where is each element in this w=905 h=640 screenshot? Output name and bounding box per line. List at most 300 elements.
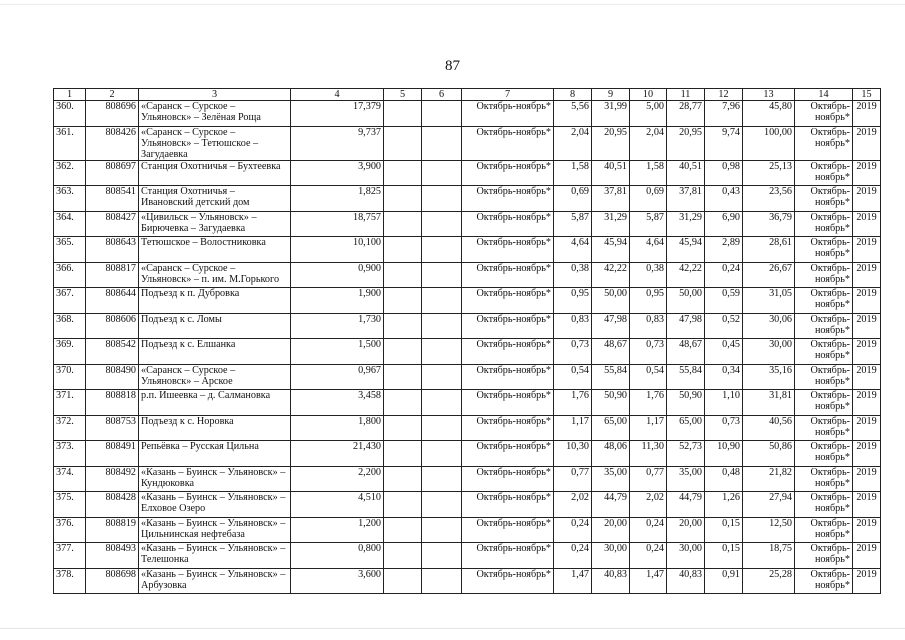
- cell-row-number: 375.: [54, 492, 86, 518]
- cell-period-2: Октябрь-ноябрь*: [795, 415, 853, 441]
- cell-road-name: Тетюшское – Волостниковка: [139, 237, 291, 263]
- cell-col-6: [422, 441, 462, 467]
- cell-period-2: Октябрь-ноябрь*: [795, 517, 853, 543]
- cell-value-9: 42,22: [592, 262, 630, 288]
- cell-value-10: 5,87: [630, 211, 667, 237]
- cell-value-10: 0,38: [630, 262, 667, 288]
- cell-year: 2019: [853, 211, 881, 237]
- cell-road-name: Подъезд к с. Норовка: [139, 415, 291, 441]
- cell-row-number: 376.: [54, 517, 86, 543]
- cell-value-10: 0,69: [630, 186, 667, 212]
- cell-road-name: Станция Охотничья – Бухтеевка: [139, 160, 291, 186]
- cell-value-10: 1,58: [630, 160, 667, 186]
- cell-road-name: Репьёвка – Русская Цильна: [139, 441, 291, 467]
- cell-road-id: 808643: [86, 237, 139, 263]
- cell-road-name: Подъезд к с. Елшанка: [139, 339, 291, 365]
- cell-period-2: Октябрь-ноябрь*: [795, 390, 853, 416]
- cell-col-6: [422, 390, 462, 416]
- cell-value-13: 31,81: [743, 390, 795, 416]
- column-header-6: 6: [422, 89, 462, 101]
- cell-road-id: 808491: [86, 441, 139, 467]
- cell-value-9: 37,81: [592, 186, 630, 212]
- cell-col-6: [422, 517, 462, 543]
- cell-col-6: [422, 313, 462, 339]
- cell-period: Октябрь-ноябрь*: [462, 517, 554, 543]
- cell-road-name: «Саранск – Сурское – Ульяновск» – Зелёная Роща: [139, 101, 291, 127]
- cell-value-9: 48,06: [592, 441, 630, 467]
- table-header: [54, 89, 881, 101]
- cell-col-5: [384, 237, 422, 263]
- cell-value-10: 5,00: [630, 101, 667, 127]
- cell-value-11: 52,73: [667, 441, 705, 467]
- cell-row-number: 363.: [54, 186, 86, 212]
- cell-period-2: Октябрь-ноябрь*: [795, 126, 853, 160]
- cell-value-12: 0,45: [705, 339, 743, 365]
- table-row: [54, 288, 881, 314]
- cell-col-6: [422, 466, 462, 492]
- cell-value-9: 40,51: [592, 160, 630, 186]
- cell-period-2: Октябрь-ноябрь*: [795, 211, 853, 237]
- column-header-2: 2: [86, 89, 139, 101]
- cell-value-12: 0,24: [705, 262, 743, 288]
- column-header-1: 1: [54, 89, 86, 101]
- cell-value-8: 5,56: [554, 101, 592, 127]
- cell-road-id: 808427: [86, 211, 139, 237]
- cell-value-8: 0,83: [554, 313, 592, 339]
- cell-value-9: 55,84: [592, 364, 630, 390]
- cell-value-8: 2,02: [554, 492, 592, 518]
- cell-value-12: 0,73: [705, 415, 743, 441]
- cell-period: Октябрь-ноябрь*: [462, 339, 554, 365]
- cell-period: Октябрь-ноябрь*: [462, 466, 554, 492]
- table-row: [54, 211, 881, 237]
- table-row: [54, 313, 881, 339]
- cell-period-2: Октябрь-ноябрь*: [795, 466, 853, 492]
- cell-road-id: 808753: [86, 415, 139, 441]
- cell-value-9: 30,00: [592, 543, 630, 569]
- table-row: [54, 262, 881, 288]
- cell-period: Октябрь-ноябрь*: [462, 160, 554, 186]
- cell-value-11: 48,67: [667, 339, 705, 365]
- cell-year: 2019: [853, 262, 881, 288]
- cell-period-2: Октябрь-ноябрь*: [795, 543, 853, 569]
- cell-row-number: 378.: [54, 568, 86, 594]
- cell-col-6: [422, 364, 462, 390]
- cell-length-km: 4,510: [291, 492, 384, 518]
- cell-value-9: 20,00: [592, 517, 630, 543]
- cell-road-name: «Цивильск – Ульяновск» – Бирючевка – Загудаевка: [139, 211, 291, 237]
- cell-value-12: 0,91: [705, 568, 743, 594]
- cell-value-10: 2,02: [630, 492, 667, 518]
- cell-period: Октябрь-ноябрь*: [462, 313, 554, 339]
- cell-value-11: 31,29: [667, 211, 705, 237]
- cell-period: Октябрь-ноябрь*: [462, 211, 554, 237]
- cell-length-km: 21,430: [291, 441, 384, 467]
- cell-value-8: 0,73: [554, 339, 592, 365]
- cell-period: Октябрь-ноябрь*: [462, 492, 554, 518]
- table-row: [54, 415, 881, 441]
- table-row: [54, 126, 881, 160]
- cell-value-13: 23,56: [743, 186, 795, 212]
- cell-value-9: 45,94: [592, 237, 630, 263]
- cell-value-12: 2,89: [705, 237, 743, 263]
- cell-value-10: 11,30: [630, 441, 667, 467]
- cell-length-km: 3,900: [291, 160, 384, 186]
- cell-row-number: 365.: [54, 237, 86, 263]
- cell-value-12: 0,15: [705, 543, 743, 569]
- cell-length-km: 1,730: [291, 313, 384, 339]
- column-header-3: 3: [139, 89, 291, 101]
- cell-year: 2019: [853, 160, 881, 186]
- cell-col-6: [422, 237, 462, 263]
- cell-value-8: 2,04: [554, 126, 592, 160]
- cell-col-6: [422, 288, 462, 314]
- cell-col-6: [422, 492, 462, 518]
- cell-period: Октябрь-ноябрь*: [462, 186, 554, 212]
- cell-year: 2019: [853, 237, 881, 263]
- cell-value-13: 25,13: [743, 160, 795, 186]
- cell-row-number: 368.: [54, 313, 86, 339]
- cell-road-id: 808819: [86, 517, 139, 543]
- table-row: [54, 517, 881, 543]
- cell-road-name: «Саранск – Сурское – Ульяновск» – Тетюшское – Загудаевка: [139, 126, 291, 160]
- cell-length-km: 3,458: [291, 390, 384, 416]
- cell-value-8: 1,47: [554, 568, 592, 594]
- cell-value-13: 21,82: [743, 466, 795, 492]
- cell-value-8: 0,54: [554, 364, 592, 390]
- cell-value-11: 47,98: [667, 313, 705, 339]
- cell-col-6: [422, 415, 462, 441]
- cell-col-5: [384, 517, 422, 543]
- cell-value-8: 1,17: [554, 415, 592, 441]
- cell-row-number: 373.: [54, 441, 86, 467]
- cell-period: Октябрь-ноябрь*: [462, 568, 554, 594]
- cell-row-number: 360.: [54, 101, 86, 127]
- cell-col-6: [422, 568, 462, 594]
- column-header-12: 12: [705, 89, 743, 101]
- cell-col-5: [384, 313, 422, 339]
- cell-value-12: 1,10: [705, 390, 743, 416]
- column-header-15: 15: [853, 89, 881, 101]
- cell-col-5: [384, 288, 422, 314]
- page-number: 87: [445, 58, 460, 74]
- cell-year: 2019: [853, 364, 881, 390]
- cell-row-number: 367.: [54, 288, 86, 314]
- column-header-9: 9: [592, 89, 630, 101]
- cell-value-12: 0,43: [705, 186, 743, 212]
- cell-period-2: Октябрь-ноябрь*: [795, 186, 853, 212]
- cell-road-id: 808697: [86, 160, 139, 186]
- cell-col-6: [422, 126, 462, 160]
- cell-period: Октябрь-ноябрь*: [462, 441, 554, 467]
- cell-period-2: Октябрь-ноябрь*: [795, 313, 853, 339]
- table-row: [54, 492, 881, 518]
- cell-value-11: 37,81: [667, 186, 705, 212]
- cell-value-10: 0,54: [630, 364, 667, 390]
- cell-length-km: 0,967: [291, 364, 384, 390]
- cell-col-5: [384, 262, 422, 288]
- table-row: [54, 237, 881, 263]
- cell-year: 2019: [853, 186, 881, 212]
- cell-row-number: 364.: [54, 211, 86, 237]
- column-header-4: 4: [291, 89, 384, 101]
- cell-col-5: [384, 390, 422, 416]
- scan-edge-bottom: [0, 628, 905, 629]
- cell-value-10: 1,47: [630, 568, 667, 594]
- table-row: [54, 101, 881, 127]
- cell-value-9: 31,99: [592, 101, 630, 127]
- cell-year: 2019: [853, 441, 881, 467]
- cell-period: Октябрь-ноябрь*: [462, 288, 554, 314]
- table-row: [54, 568, 881, 594]
- cell-length-km: 0,900: [291, 262, 384, 288]
- cell-value-9: 50,90: [592, 390, 630, 416]
- column-header-14: 14: [795, 89, 853, 101]
- cell-value-10: 0,95: [630, 288, 667, 314]
- cell-col-5: [384, 415, 422, 441]
- cell-value-8: 1,58: [554, 160, 592, 186]
- cell-period-2: Октябрь-ноябрь*: [795, 288, 853, 314]
- cell-length-km: 9,737: [291, 126, 384, 160]
- cell-road-name: «Саранск – Сурское – Ульяновск» – п. им. М.Горького: [139, 262, 291, 288]
- cell-row-number: 372.: [54, 415, 86, 441]
- cell-year: 2019: [853, 339, 881, 365]
- cell-value-10: 0,24: [630, 517, 667, 543]
- cell-year: 2019: [853, 101, 881, 127]
- table-body: [54, 101, 881, 594]
- cell-row-number: 361.: [54, 126, 86, 160]
- cell-year: 2019: [853, 415, 881, 441]
- cell-col-5: [384, 364, 422, 390]
- header-row: [54, 89, 881, 101]
- cell-year: 2019: [853, 517, 881, 543]
- cell-value-8: 4,64: [554, 237, 592, 263]
- cell-row-number: 371.: [54, 390, 86, 416]
- cell-period: Октябрь-ноябрь*: [462, 543, 554, 569]
- cell-value-11: 20,00: [667, 517, 705, 543]
- cell-value-13: 28,61: [743, 237, 795, 263]
- cell-road-name: р.п. Ишеевка – д. Салмановка: [139, 390, 291, 416]
- cell-length-km: 10,100: [291, 237, 384, 263]
- column-header-7: 7: [462, 89, 554, 101]
- cell-value-13: 40,56: [743, 415, 795, 441]
- cell-value-8: 0,24: [554, 543, 592, 569]
- cell-period-2: Октябрь-ноябрь*: [795, 441, 853, 467]
- cell-value-11: 65,00: [667, 415, 705, 441]
- cell-value-13: 30,00: [743, 339, 795, 365]
- column-header-11: 11: [667, 89, 705, 101]
- cell-col-6: [422, 339, 462, 365]
- cell-period-2: Октябрь-ноябрь*: [795, 101, 853, 127]
- cell-road-name: Подъезд к п. Дубровка: [139, 288, 291, 314]
- cell-length-km: 1,825: [291, 186, 384, 212]
- cell-value-9: 40,83: [592, 568, 630, 594]
- cell-col-5: [384, 160, 422, 186]
- cell-value-13: 31,05: [743, 288, 795, 314]
- cell-value-11: 20,95: [667, 126, 705, 160]
- cell-period: Октябрь-ноябрь*: [462, 415, 554, 441]
- cell-value-8: 0,77: [554, 466, 592, 492]
- cell-length-km: 0,800: [291, 543, 384, 569]
- cell-row-number: 366.: [54, 262, 86, 288]
- cell-value-11: 40,51: [667, 160, 705, 186]
- cell-value-12: 0,59: [705, 288, 743, 314]
- cell-period: Октябрь-ноябрь*: [462, 101, 554, 127]
- cell-period-2: Октябрь-ноябрь*: [795, 160, 853, 186]
- cell-road-id: 808426: [86, 126, 139, 160]
- cell-col-5: [384, 101, 422, 127]
- cell-value-8: 0,95: [554, 288, 592, 314]
- cell-value-10: 1,17: [630, 415, 667, 441]
- cell-row-number: 377.: [54, 543, 86, 569]
- cell-value-12: 9,74: [705, 126, 743, 160]
- table-row: [54, 364, 881, 390]
- cell-value-10: 2,04: [630, 126, 667, 160]
- cell-value-13: 45,80: [743, 101, 795, 127]
- cell-value-11: 50,90: [667, 390, 705, 416]
- cell-road-name: «Казань – Буинск – Ульяновск» – Кундюковка: [139, 466, 291, 492]
- cell-value-13: 12,50: [743, 517, 795, 543]
- table-row: [54, 390, 881, 416]
- cell-road-id: 808817: [86, 262, 139, 288]
- cell-length-km: 1,800: [291, 415, 384, 441]
- cell-value-11: 42,22: [667, 262, 705, 288]
- cell-value-9: 31,29: [592, 211, 630, 237]
- cell-road-name: Станция Охотничья – Ивановский детский дом: [139, 186, 291, 212]
- cell-length-km: 2,200: [291, 466, 384, 492]
- cell-period: Октябрь-ноябрь*: [462, 262, 554, 288]
- cell-value-12: 0,15: [705, 517, 743, 543]
- cell-length-km: 3,600: [291, 568, 384, 594]
- table-row: [54, 160, 881, 186]
- cell-year: 2019: [853, 390, 881, 416]
- cell-road-name: «Саранск – Сурское – Ульяновск» – Арское: [139, 364, 291, 390]
- road-table: [53, 88, 881, 594]
- cell-value-10: 0,73: [630, 339, 667, 365]
- cell-year: 2019: [853, 492, 881, 518]
- cell-road-id: 808541: [86, 186, 139, 212]
- cell-col-5: [384, 466, 422, 492]
- cell-value-10: 0,77: [630, 466, 667, 492]
- cell-col-6: [422, 262, 462, 288]
- cell-value-10: 0,24: [630, 543, 667, 569]
- cell-road-name: Подъезд к с. Ломы: [139, 313, 291, 339]
- cell-value-8: 0,69: [554, 186, 592, 212]
- cell-value-12: 7,96: [705, 101, 743, 127]
- cell-col-5: [384, 441, 422, 467]
- cell-value-9: 48,67: [592, 339, 630, 365]
- cell-year: 2019: [853, 126, 881, 160]
- cell-period: Октябрь-ноябрь*: [462, 237, 554, 263]
- cell-year: 2019: [853, 568, 881, 594]
- cell-period-2: Октябрь-ноябрь*: [795, 568, 853, 594]
- cell-road-id: 808644: [86, 288, 139, 314]
- cell-value-13: 35,16: [743, 364, 795, 390]
- table-row: [54, 543, 881, 569]
- table-row: [54, 466, 881, 492]
- cell-road-name: «Казань – Буинск – Ульяновск» – Арбузовка: [139, 568, 291, 594]
- cell-value-8: 0,24: [554, 517, 592, 543]
- cell-row-number: 370.: [54, 364, 86, 390]
- cell-col-5: [384, 568, 422, 594]
- cell-col-6: [422, 543, 462, 569]
- cell-col-5: [384, 186, 422, 212]
- cell-value-13: 50,86: [743, 441, 795, 467]
- cell-col-5: [384, 339, 422, 365]
- cell-period: Октябрь-ноябрь*: [462, 364, 554, 390]
- cell-col-5: [384, 492, 422, 518]
- cell-road-name: «Казань – Буинск – Ульяновск» – Елховое Озеро: [139, 492, 291, 518]
- cell-row-number: 369.: [54, 339, 86, 365]
- cell-value-13: 36,79: [743, 211, 795, 237]
- cell-value-8: 5,87: [554, 211, 592, 237]
- column-header-8: 8: [554, 89, 592, 101]
- table-row: [54, 441, 881, 467]
- cell-value-9: 50,00: [592, 288, 630, 314]
- cell-length-km: 17,379: [291, 101, 384, 127]
- cell-col-6: [422, 101, 462, 127]
- cell-length-km: 1,200: [291, 517, 384, 543]
- cell-value-13: 18,75: [743, 543, 795, 569]
- table-row: [54, 186, 881, 212]
- cell-col-6: [422, 211, 462, 237]
- cell-value-10: 1,76: [630, 390, 667, 416]
- cell-value-12: 0,52: [705, 313, 743, 339]
- cell-value-10: 4,64: [630, 237, 667, 263]
- cell-value-9: 20,95: [592, 126, 630, 160]
- cell-value-8: 0,38: [554, 262, 592, 288]
- cell-value-11: 30,00: [667, 543, 705, 569]
- cell-road-id: 808698: [86, 568, 139, 594]
- cell-value-11: 44,79: [667, 492, 705, 518]
- cell-period-2: Октябрь-ноябрь*: [795, 262, 853, 288]
- cell-road-id: 808818: [86, 390, 139, 416]
- cell-year: 2019: [853, 466, 881, 492]
- cell-road-name: «Казань – Буинск – Ульяновск» – Цильнинская нефтебаза: [139, 517, 291, 543]
- cell-value-9: 44,79: [592, 492, 630, 518]
- cell-length-km: 1,900: [291, 288, 384, 314]
- cell-col-6: [422, 160, 462, 186]
- cell-value-11: 55,84: [667, 364, 705, 390]
- cell-road-id: 808696: [86, 101, 139, 127]
- cell-value-11: 35,00: [667, 466, 705, 492]
- cell-col-5: [384, 543, 422, 569]
- cell-value-9: 47,98: [592, 313, 630, 339]
- cell-road-id: 808428: [86, 492, 139, 518]
- cell-value-10: 0,83: [630, 313, 667, 339]
- cell-value-11: 28,77: [667, 101, 705, 127]
- cell-length-km: 1,500: [291, 339, 384, 365]
- cell-value-12: 10,90: [705, 441, 743, 467]
- cell-value-12: 1,26: [705, 492, 743, 518]
- cell-period-2: Октябрь-ноябрь*: [795, 364, 853, 390]
- cell-value-12: 0,98: [705, 160, 743, 186]
- cell-value-11: 50,00: [667, 288, 705, 314]
- cell-period-2: Октябрь-ноябрь*: [795, 492, 853, 518]
- cell-value-12: 6,90: [705, 211, 743, 237]
- cell-col-6: [422, 186, 462, 212]
- cell-value-13: 30,06: [743, 313, 795, 339]
- table-row: [54, 339, 881, 365]
- cell-year: 2019: [853, 543, 881, 569]
- cell-value-12: 0,34: [705, 364, 743, 390]
- cell-value-11: 45,94: [667, 237, 705, 263]
- cell-period-2: Октябрь-ноябрь*: [795, 237, 853, 263]
- cell-value-13: 26,67: [743, 262, 795, 288]
- cell-road-id: 808492: [86, 466, 139, 492]
- cell-year: 2019: [853, 313, 881, 339]
- cell-road-id: 808606: [86, 313, 139, 339]
